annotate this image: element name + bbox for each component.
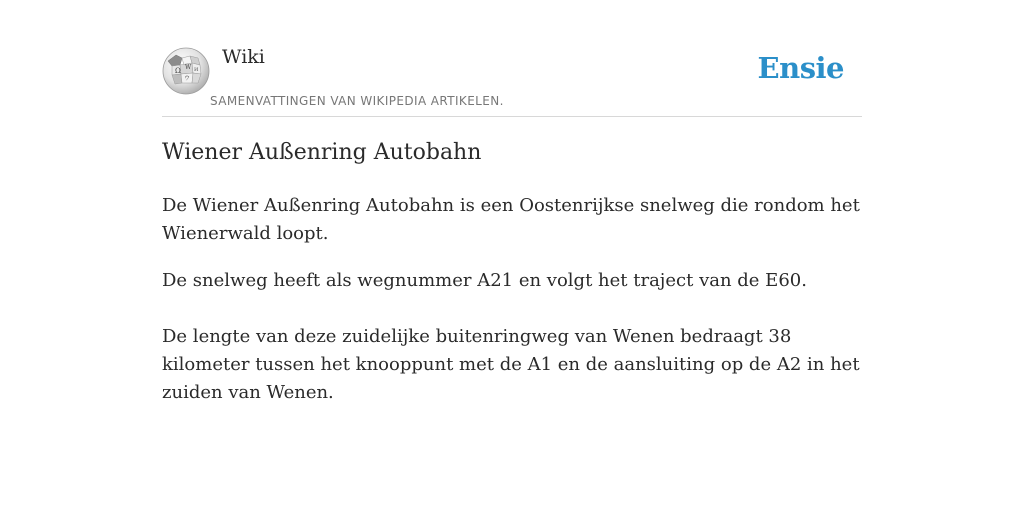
svg-text:Ω: Ω xyxy=(175,67,181,75)
ensie-logo-link[interactable]: Ensie xyxy=(757,51,844,85)
svg-text:И: И xyxy=(194,67,199,73)
site-header xyxy=(162,0,862,117)
brand-name-link[interactable]: Wiki xyxy=(222,46,265,68)
article-title: Wiener Außenring Autobahn xyxy=(162,140,482,165)
article-paragraph: De lengte van deze zuidelijke buitenringweg van Wenen bedraagt 38 kilometer tussen het knooppunt met de A1 en de aansluiting op de A2 in het zuiden van Wenen. xyxy=(162,326,860,403)
svg-text:ウ: ウ xyxy=(184,75,191,82)
site-tagline: SAMENVATTINGEN VAN WIKIPEDIA ARTIKELEN. xyxy=(210,94,504,108)
wikipedia-globe-icon[interactable] xyxy=(162,47,210,95)
article-paragraph: De snelweg heeft als wegnummer A21 en volgt het traject van de E60. xyxy=(162,270,807,291)
svg-text:W: W xyxy=(185,64,192,71)
article-paragraph: De Wiener Außenring Autobahn is een Oostenrijkse snelweg die rondom het Wienerwald loopt. xyxy=(162,195,860,244)
page xyxy=(162,0,862,403)
